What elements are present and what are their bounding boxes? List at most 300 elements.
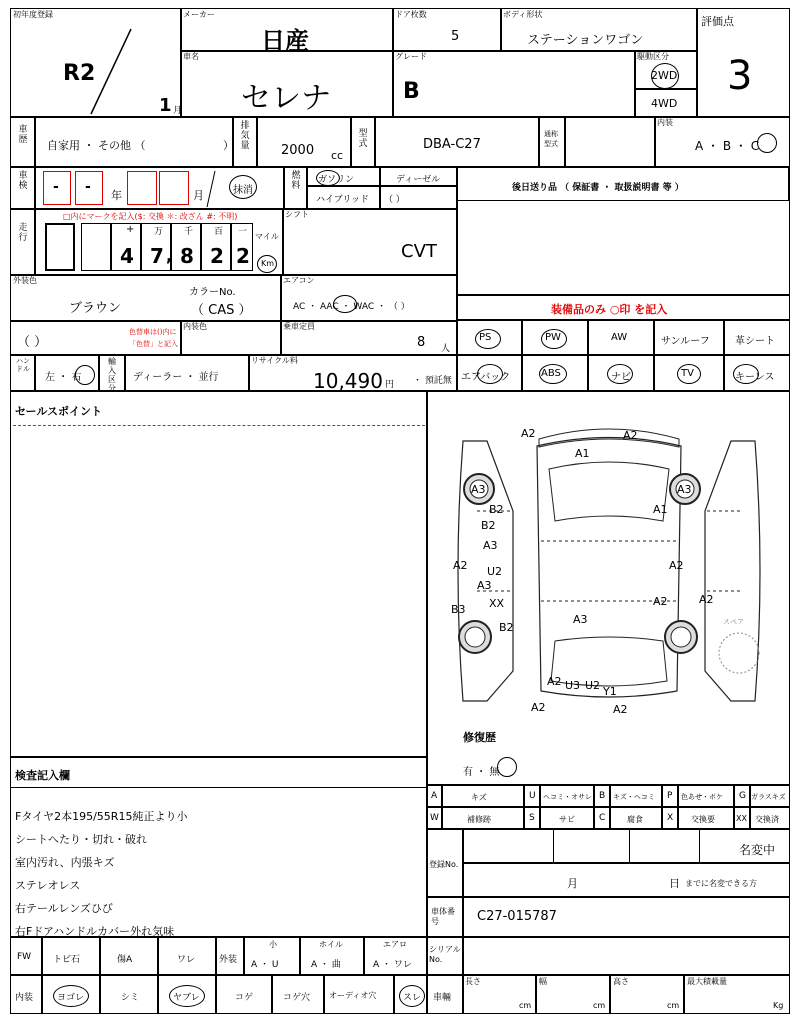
model-cell [180, 50, 394, 118]
int-item-5: オーディオ穴 [329, 991, 377, 1000]
mark-roof: A3 [573, 613, 588, 626]
interior-grade-label: 内装 [657, 118, 673, 127]
digit-box-5 [231, 223, 253, 271]
body-value: ステーションワゴン [527, 33, 644, 48]
equip-row-2 [456, 354, 790, 392]
legend-r1-3: ヘコミ・オサレ [543, 793, 592, 801]
chassis-label-cell [426, 896, 464, 938]
fuel-other-cell [379, 185, 457, 209]
equip-navi-label: ナビ [611, 372, 631, 383]
repair-none-circle [497, 757, 517, 777]
equip-leather[interactable] [724, 320, 790, 356]
legend-desc [678, 784, 734, 808]
doors-value: 5 [451, 29, 460, 44]
mark-left-7: B2 [499, 621, 514, 634]
mark-rear-1: A2 [547, 675, 562, 688]
recycle-value: 10,490 [313, 369, 383, 393]
chassis-label: 車体番号 [431, 907, 455, 926]
ext-wheel-cell [300, 936, 364, 976]
after-items-cell [456, 166, 790, 296]
mark-front-left: A2 [521, 427, 536, 440]
digit-5: 2 [236, 244, 250, 268]
digit-box-0 [81, 223, 111, 271]
recycle-label: リサイクル料 [251, 356, 298, 365]
color-no-label: カラーNo. [189, 287, 236, 298]
equip-sunroof-label: サンルーフ [661, 336, 710, 347]
mark-right-1: A1 [653, 503, 668, 516]
maker-label: メーカー [183, 10, 215, 19]
legend-r1-4: B [599, 791, 606, 801]
mark-right-3: A2 [653, 595, 668, 608]
after-items-label: 後日送り品 （ 保証書 ・ 取扱説明書 等 ） [512, 183, 684, 193]
legend-code [734, 784, 750, 808]
aircon-cell [280, 274, 458, 322]
legend-code [734, 806, 750, 830]
fw-label: FW [17, 952, 32, 962]
type-label: 型式 [358, 129, 368, 149]
legend-r2-5: 腐食 [627, 815, 643, 824]
history-label: 車歴 [18, 125, 28, 145]
mark-right-2: A2 [669, 559, 684, 572]
legend-r2-7: 交換要 [691, 815, 715, 824]
none-circle [229, 175, 257, 199]
legend-r2-3: サビ [559, 815, 575, 824]
serial-cell [462, 936, 790, 976]
yen-unit: 円 [385, 380, 395, 390]
equip-navi[interactable] [588, 354, 654, 392]
grade-value: B [403, 79, 420, 104]
fuel-hybrid-cell [307, 185, 381, 209]
fuel-gasoline-cell [307, 167, 381, 187]
fuel-diesel: ディーゼル [396, 175, 441, 185]
drive-4wd-cell [634, 88, 698, 118]
equip-pw[interactable] [522, 320, 588, 356]
deadline-day: 日 [669, 877, 680, 890]
equip-ps[interactable] [456, 320, 522, 356]
int-item [272, 974, 324, 1014]
equip-pw-circle [541, 329, 567, 349]
capacity-cell [280, 320, 458, 356]
load-label: 最大積載量 [687, 977, 727, 986]
int-circle-0 [53, 985, 89, 1007]
sales-points-cell [10, 390, 428, 758]
ext1-value: A ・ U [251, 960, 279, 970]
ext-small-label: 小 [269, 940, 277, 949]
reg-no-label-cell [426, 828, 464, 898]
handle-label: ハンドル [16, 357, 30, 373]
handle-value: 左 ・ 右 [45, 372, 82, 383]
drive-2wd: 2WD [651, 69, 678, 82]
unit-man: 万 [154, 227, 164, 237]
ext-color-label: 外装色 [13, 276, 37, 285]
fuel-label: 燃料 [291, 171, 301, 191]
equip-tv-circle [677, 364, 701, 384]
slash-line [11, 9, 183, 119]
int-item-2: ヤブレ [173, 993, 200, 1003]
inspection-label-cell [10, 166, 36, 210]
mark-left-2: B2 [481, 519, 496, 532]
digit-1: 4 [120, 244, 134, 268]
doors-cell [392, 8, 502, 52]
mileage-cell [34, 208, 284, 276]
legend-r2-4: C [599, 813, 606, 823]
ext-color-cell [10, 274, 282, 322]
recycle-cell [248, 354, 458, 392]
equip-sunroof[interactable] [654, 320, 724, 356]
int-item [158, 974, 216, 1014]
inspection-month-unit: 月 [193, 189, 204, 202]
mark-hood: A1 [575, 447, 590, 460]
maker-value: 日産 [261, 27, 309, 55]
height-label: 高さ [613, 977, 629, 986]
mark-left-5: A3 [477, 579, 492, 592]
displacement-label-cell [232, 116, 258, 168]
body-cell [500, 8, 698, 52]
legend-code [594, 784, 610, 808]
deadline-label: までに名変できる方 [685, 879, 757, 888]
type-value: DBA-C27 [423, 137, 481, 152]
deadline-cell [462, 862, 790, 898]
repair-label: 修復歴 [463, 731, 496, 744]
inspection-line-1: Fタイヤ2本195/55R15純正より小 [15, 810, 188, 823]
mark-rear-right: A2 [613, 703, 628, 716]
body-label: ボディ形状 [503, 10, 543, 19]
legend-code [594, 806, 610, 830]
mark-left-4: U2 [487, 565, 503, 578]
paren-cell [10, 320, 182, 356]
capacity-value: 8 [417, 335, 426, 350]
equip-abs-circle [539, 364, 567, 384]
inspection-line-6: 右Fドアハンドルカバー外れ気味 [15, 925, 175, 938]
int-item [42, 974, 100, 1014]
equip-pw-label: PW [545, 332, 561, 343]
digit-3: 8 [180, 244, 194, 268]
import-label-cell [98, 354, 126, 392]
type-cell [374, 116, 540, 168]
deposit-value: ・ 預託無 [413, 376, 452, 386]
legend-desc [442, 784, 524, 808]
mark-rear-left: A2 [531, 701, 546, 714]
int-circle-2 [169, 985, 205, 1007]
legend-desc [540, 784, 594, 808]
repair-value: 有 ・ 無 [463, 767, 500, 778]
int-item-4: コゲ穴 [283, 993, 311, 1003]
equip-tv[interactable] [654, 354, 724, 392]
reg-div-1 [553, 829, 554, 863]
interior-grade-cell [654, 116, 790, 168]
legend-desc [750, 784, 790, 808]
legend-code [524, 784, 540, 808]
score-label: 評価点 [701, 15, 734, 28]
color-no-value: （ CAS ） [191, 303, 252, 318]
drive-2wd-circle [651, 63, 679, 89]
aircon-aac-circle [333, 295, 357, 313]
equip-note-cell [456, 294, 790, 320]
inspection-dash-2: - [85, 179, 91, 195]
reg-div-3 [699, 829, 700, 863]
legend-r1-6: P [667, 791, 673, 801]
legend-desc [610, 784, 662, 808]
equip-keyless[interactable] [724, 354, 790, 392]
legend-desc [442, 806, 524, 830]
equip-keyless-label: キーレス [735, 372, 775, 383]
capacity-unit: 人 [441, 344, 451, 354]
length-cell [462, 974, 536, 1014]
history-cell [34, 116, 234, 168]
equip-leather-label: 革シート [735, 336, 775, 347]
spare-label: スペア [723, 618, 744, 626]
sales-points-divider [13, 425, 425, 426]
legend-r2-1: 補修跡 [467, 815, 491, 824]
digit-box-4 [201, 223, 231, 271]
legend-desc [540, 806, 594, 830]
deadline-month: 月 [567, 877, 578, 890]
common-type-cell [564, 116, 656, 168]
legend-r2-0: W [430, 813, 439, 823]
fuel-label-cell [284, 166, 308, 210]
handle-label-cell [10, 354, 36, 392]
import-value: ディーラー ・ 並行 [133, 372, 219, 383]
mileage-label: 走行 [18, 223, 28, 243]
history-value: 自家用 ・ その他 （ [47, 139, 146, 152]
mark-left-side: A2 [453, 559, 468, 572]
interior-color-label: 内装色 [183, 322, 207, 331]
shift-label: シフト [285, 210, 309, 219]
cc-unit: cc [331, 149, 344, 162]
inspection-notes-cell [10, 756, 428, 938]
inspection-dash-1: - [53, 179, 59, 195]
ext-small-cell [244, 936, 300, 976]
equip-airbag-circle [477, 364, 503, 384]
inspection-line-2: シートへたり・切れ・破れ [15, 833, 147, 846]
displacement-value: 2000 [281, 143, 315, 158]
exterior-label: 外装 [219, 955, 238, 965]
km-circle [257, 255, 277, 273]
inspection-line-3: 室内汚れ、内張キズ [15, 856, 115, 869]
legend-code [426, 784, 442, 808]
color-change-note2: 「色替」と記入 [129, 340, 178, 348]
none-label: 抹消 [233, 185, 253, 196]
serial-label-cell [426, 936, 464, 976]
name-change-label: 名変中 [739, 843, 776, 857]
int-item [324, 974, 394, 1014]
capacity-label: 乗車定員 [283, 322, 315, 331]
mark-wheel-fl: A3 [471, 483, 486, 496]
comma-sep: , [166, 246, 173, 265]
legend-desc [678, 806, 734, 830]
fw-row [10, 936, 428, 976]
ext-color-value: ブラウン [69, 301, 122, 316]
equip-airbag[interactable] [456, 354, 522, 392]
fw-item [42, 936, 100, 976]
doors-label: ドア枚数 [395, 10, 427, 19]
dims-label-cell [426, 974, 464, 1014]
int-item [100, 974, 158, 1014]
fw-item-2: ワレ [177, 955, 196, 965]
mileage-note: □内にマークを記入($: 交換 ＊: 改ざん #: 不明) [63, 212, 238, 221]
legend-r1-5: キズ・ヘコミ [613, 793, 655, 801]
equip-row-1 [456, 320, 790, 356]
fuel-cell [306, 166, 458, 210]
mark-front-right: A2 [623, 429, 638, 442]
ext-wheel-label: ホイル [319, 940, 343, 949]
int-item-6: スレ [403, 993, 422, 1003]
handle-cell [34, 354, 100, 392]
fw-item [158, 936, 216, 976]
equip-note: 装備品のみ ○印 を記入 [551, 303, 668, 316]
interior-color-cell [180, 320, 282, 356]
shift-cell [282, 208, 458, 276]
import-cell [124, 354, 250, 392]
inspection-slash [205, 169, 217, 209]
drive-label: 駆動区分 [637, 52, 669, 61]
fw-item [100, 936, 158, 976]
ext-aero-label: エアロ [383, 940, 407, 949]
fuel-other: （ ） [384, 195, 405, 205]
year-unit: 年 [111, 189, 122, 202]
equip-navi-circle [607, 364, 633, 384]
mark-rear-2: U3 [565, 679, 581, 692]
load-unit: Kg [773, 1001, 784, 1010]
color-change-note1: 色替車は()内に [129, 328, 177, 336]
equip-keyless-circle [733, 364, 759, 384]
load-cell [684, 974, 790, 1014]
digit-box-3 [166, 223, 201, 271]
score-value: 3 [727, 53, 753, 99]
first-reg-month: 1 [159, 95, 172, 116]
reg-no-cell [462, 828, 790, 864]
legend-r1-7: 色あせ・ボケ [681, 793, 723, 801]
import-label: 輸入区分 [108, 357, 116, 393]
type-label-cell [350, 116, 376, 168]
diagram-cell [426, 390, 790, 786]
unit-ichi: 一 [238, 227, 248, 237]
inspection-line-5: 右テールレンズひび [15, 902, 113, 915]
digit-4: 2 [210, 244, 224, 268]
serial-label: シリアルNo. [429, 945, 461, 964]
height-cell [610, 974, 684, 1014]
displacement-label: 排気量 [240, 121, 250, 151]
width-cell [536, 974, 610, 1014]
fw-item-0: トビ石 [53, 955, 81, 965]
chassis-value: C27-015787 [477, 909, 557, 924]
width-unit: cm [593, 1001, 606, 1010]
legend-r1-1: キズ [471, 793, 487, 802]
maker-cell [180, 8, 394, 55]
inspection-label: 車検 [18, 171, 28, 191]
common-type-label: 通称型式 [544, 130, 558, 148]
km-unit: Km [261, 259, 275, 268]
plus-1: + [126, 224, 135, 235]
inspection-notes-label: 検査記入欄 [15, 769, 70, 782]
legend-r1-2: U [529, 791, 536, 801]
mark-left-rear: B3 [451, 603, 466, 616]
inspection-box-3[interactable] [127, 171, 157, 205]
common-type-label-cell [538, 116, 566, 168]
mileage-mark-box[interactable] [45, 223, 75, 271]
digit-box-1 [111, 223, 141, 271]
interior-row [10, 974, 428, 1014]
mileage-label-cell [10, 208, 36, 276]
ext-aero-cell [364, 936, 428, 976]
mark-rear-4: Y1 [603, 685, 617, 698]
fuel-gasoline-circle [316, 170, 340, 186]
interior-label: 内装 [15, 993, 34, 1003]
legend-desc [610, 806, 662, 830]
model-label: 車名 [183, 52, 199, 61]
after-items-header [457, 167, 789, 201]
int-item [216, 974, 272, 1014]
height-unit: cm [667, 1001, 680, 1010]
legend-code [662, 784, 678, 808]
mark-left-6: XX [489, 597, 505, 610]
legend-desc [750, 806, 790, 830]
exterior-label-cell [216, 936, 244, 976]
model-value: セレナ [241, 81, 331, 116]
mark-rear-3: U2 [585, 679, 601, 692]
drive-cell [634, 50, 698, 90]
inspection-box-4[interactable] [159, 171, 189, 205]
equip-airbag-label: エアバック [461, 372, 511, 383]
first-reg-cell [10, 8, 182, 118]
mark-left-3: A3 [483, 539, 498, 552]
mark-right-side: A2 [699, 593, 714, 606]
legend-code [426, 806, 442, 830]
legend-r2-6: X [667, 813, 674, 823]
sales-points-label: セールスポイント [15, 405, 103, 418]
fuel-gasoline: ガソリン [318, 175, 355, 185]
ext2-value: A ・ 曲 [311, 960, 341, 970]
inspection-notes-divider [11, 787, 427, 788]
unit-sen: 千 [184, 227, 194, 237]
legend-r2-8: XX [736, 814, 747, 823]
month-unit: 月 [173, 106, 183, 116]
shift-value: CVT [401, 241, 437, 262]
equip-abs-label: ABS [541, 368, 561, 379]
equip-ps-label: PS [479, 332, 492, 343]
legend-r1-9: ガラスキズ [751, 793, 786, 801]
grade-label: グレード [395, 52, 427, 61]
length-unit: cm [519, 1001, 532, 1010]
fuel-hybrid: ハイブリッド [316, 195, 370, 205]
reg-no-label: 登録No. [429, 860, 459, 869]
equip-aw[interactable] [588, 320, 654, 356]
aircon-value: AC ・ AAC ・ WAC ・ （ ） [293, 302, 410, 312]
reg-div-2 [629, 829, 630, 863]
equip-abs[interactable] [522, 354, 588, 392]
digit-2: 7 [150, 244, 164, 268]
history-label-cell [10, 116, 36, 168]
int-item-3: コゲ [235, 993, 254, 1003]
int-item [394, 974, 428, 1014]
score-cell [696, 8, 790, 118]
equip-aw-label: AW [611, 332, 628, 343]
legend-table [426, 784, 790, 830]
interior-c-circle [757, 133, 777, 153]
legend-code [662, 806, 678, 830]
history-close: ） [223, 139, 234, 152]
mark-wheel-fr: A3 [677, 483, 692, 496]
interior-label-cell [10, 974, 42, 1014]
fw-label-cell [10, 936, 42, 976]
car-diagram [427, 391, 791, 731]
drive-4wd: 4WD [651, 97, 678, 110]
paren-value: （ ） [17, 335, 48, 350]
aircon-label: エアコン [283, 276, 315, 285]
equip-ps-circle [475, 329, 501, 349]
inspection-lines [15, 805, 187, 943]
dims-row [462, 974, 790, 1014]
